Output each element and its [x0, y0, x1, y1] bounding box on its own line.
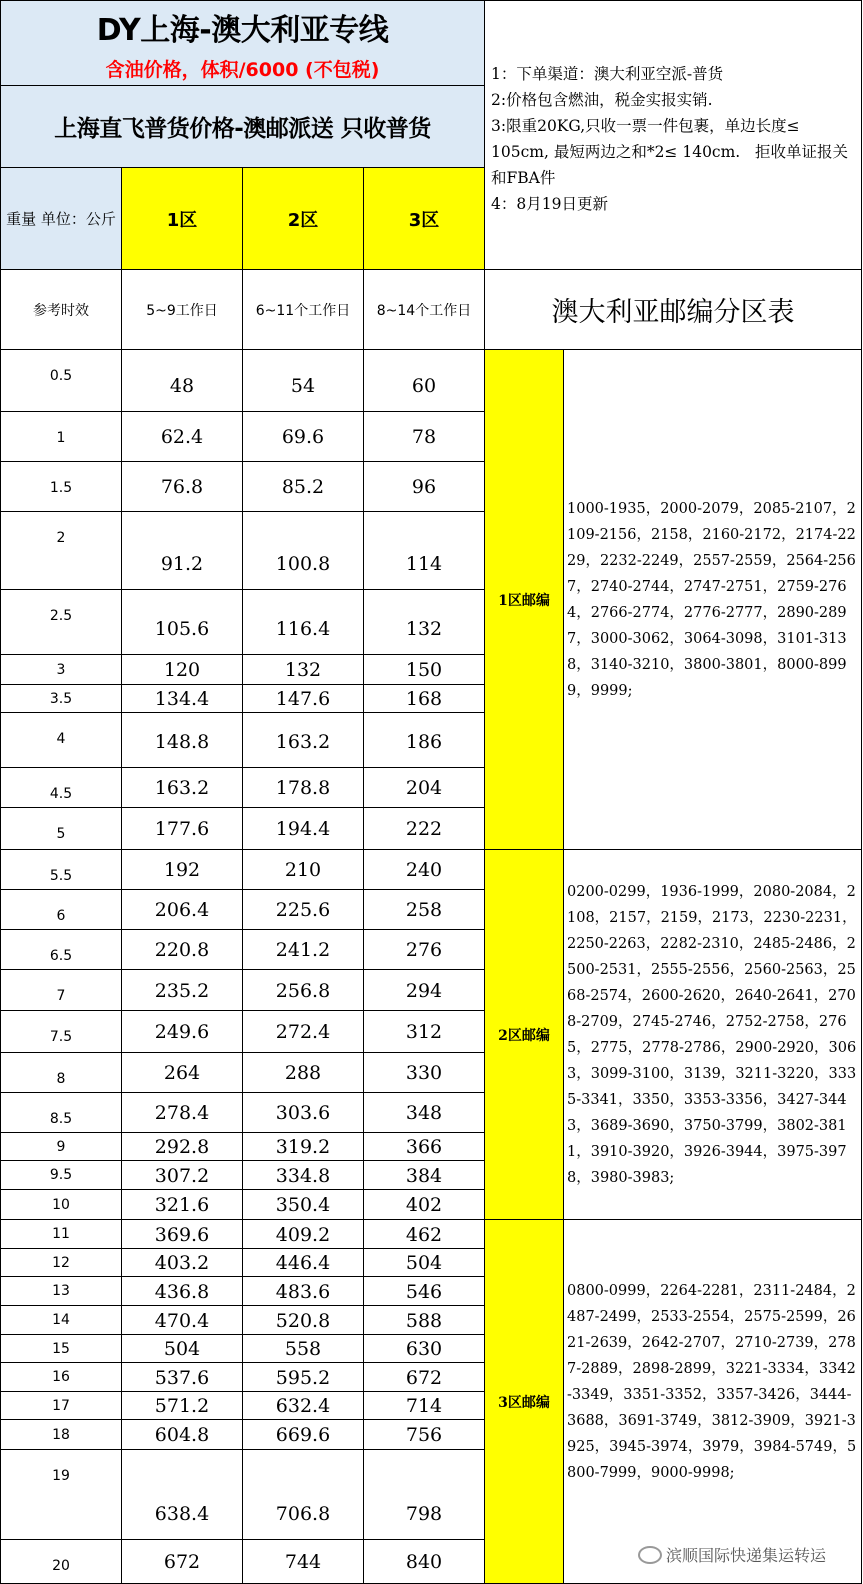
postcode-ranges: 1000-1935，2000-2079，2085-2107，2109-2156，2158，2160-2172，2174-2229，2232-2249，2557-2559，2564-2567，2740-2744，2747-2751，2759-2764，2766-2774，2776-2777，2890-2897，3000-3062，3064-3098，3101-3138，3140-3210，3800-3801，8000-8999，9999; — [567, 500, 856, 699]
weight-cell — [0, 1450, 122, 1540]
price-cell-zone-1 — [122, 1420, 243, 1450]
price-value: 369.6 — [154, 1223, 210, 1246]
price-value: 350.4 — [275, 1194, 331, 1216]
price-value: 446.4 — [275, 1252, 331, 1274]
price-value: 798 — [405, 1503, 443, 1525]
price-value: 292.8 — [154, 1136, 210, 1158]
weight-cell — [0, 1420, 122, 1450]
price-cell-zone-3 — [364, 930, 485, 970]
postcode-zone-3-codes — [564, 1220, 862, 1584]
price-cell-zone-2 — [243, 512, 364, 590]
weight-cell — [0, 768, 122, 808]
price-value: 330 — [405, 1062, 443, 1084]
price-cell-zone-3 — [364, 1450, 485, 1540]
unit-label: 重量 单位：公斤 — [6, 209, 116, 228]
price-value: 48 — [169, 375, 195, 397]
watermark-text: 滨顺国际快递集运转运 — [665, 1546, 826, 1565]
price-cell-zone-1 — [122, 412, 243, 462]
price-value: 163.2 — [154, 777, 210, 799]
price-value: 595.2 — [275, 1366, 331, 1389]
price-value: 177.6 — [154, 818, 210, 840]
price-value: 558 — [284, 1338, 322, 1360]
price-cell-zone-2 — [243, 350, 364, 412]
weight-value: 9 — [56, 1138, 66, 1155]
price-cell-zone-2 — [243, 808, 364, 850]
postcode-zone-2-codes — [564, 850, 862, 1220]
zone-header-label: 2区 — [287, 209, 319, 231]
price-cell-zone-1 — [122, 1249, 243, 1277]
transit-value: 8~14个工作日 — [376, 302, 472, 319]
transit-zone-1 — [122, 270, 243, 350]
price-cell-zone-3 — [364, 1306, 485, 1335]
postcode-zone-label: 2区邮编 — [498, 1027, 550, 1044]
price-value: 96 — [411, 476, 437, 498]
weight-value: 11 — [52, 1226, 70, 1242]
price-cell-zone-3 — [364, 890, 485, 930]
weight-cell — [0, 685, 122, 713]
weight-value: 16 — [52, 1369, 70, 1385]
price-value: 78 — [411, 426, 437, 448]
price-cell-zone-1 — [122, 713, 243, 768]
postcode-zone-1-codes — [564, 350, 862, 850]
price-cell-zone-3 — [364, 512, 485, 590]
zone-header-label: 3区 — [408, 209, 440, 231]
weight-value: 9.5 — [49, 1167, 73, 1183]
price-value: 258 — [405, 899, 443, 921]
transit-zone-3 — [364, 270, 485, 350]
price-cell-zone-1 — [122, 970, 243, 1011]
price-value: 186 — [405, 731, 443, 753]
weight-cell — [0, 462, 122, 512]
price-value: 319.2 — [275, 1136, 331, 1158]
price-cell-zone-3 — [364, 850, 485, 890]
price-cell-zone-2 — [243, 1249, 364, 1277]
price-cell-zone-3 — [364, 412, 485, 462]
price-cell-zone-3 — [364, 685, 485, 713]
weight-value: 4 — [56, 731, 66, 747]
price-value: 348 — [405, 1102, 443, 1124]
watermark — [638, 1543, 826, 1566]
transit-label: 参考时效 — [33, 302, 89, 319]
price-cell-zone-1 — [122, 1335, 243, 1363]
price-cell-zone-3 — [364, 1277, 485, 1306]
notes-cell — [485, 0, 862, 270]
price-cell-zone-3 — [364, 1420, 485, 1450]
weight-cell — [0, 350, 122, 412]
postcode-map-title-cell — [485, 270, 862, 350]
weight-cell — [0, 590, 122, 655]
price-cell-zone-2 — [243, 1133, 364, 1161]
price-cell-zone-1 — [122, 1053, 243, 1093]
price-cell-zone-1 — [122, 1093, 243, 1133]
zone-header-2 — [243, 168, 364, 270]
price-cell-zone-1 — [122, 1363, 243, 1392]
price-value: 204 — [405, 777, 443, 799]
price-value: 76.8 — [160, 476, 204, 498]
price-value: 222 — [405, 818, 443, 840]
weight-value: 19 — [52, 1468, 70, 1484]
weight-cell — [0, 1161, 122, 1190]
price-value: 132 — [284, 659, 322, 681]
price-cell-zone-3 — [364, 1093, 485, 1133]
price-value: 206.4 — [154, 899, 210, 921]
price-cell-zone-2 — [243, 1277, 364, 1306]
price-value: 470.4 — [154, 1309, 210, 1332]
price-cell-zone-2 — [243, 1053, 364, 1093]
price-value: 220.8 — [154, 939, 210, 961]
price-value: 714 — [405, 1395, 443, 1417]
zone-header-3 — [364, 168, 485, 270]
weight-value: 5 — [56, 826, 66, 842]
price-value: 85.2 — [281, 476, 325, 498]
price-value: 504 — [405, 1252, 443, 1274]
transit-value: 6~11个工作日 — [255, 302, 351, 319]
price-value: 632.4 — [275, 1395, 331, 1417]
price-value: 178.8 — [275, 777, 331, 799]
price-value: 272.4 — [275, 1021, 331, 1043]
price-value: 249.6 — [154, 1021, 210, 1043]
price-value: 294 — [405, 979, 443, 1002]
weight-cell — [0, 1053, 122, 1093]
weight-value: 1.5 — [49, 480, 73, 496]
price-cell-zone-3 — [364, 655, 485, 685]
weight-value: 10 — [52, 1196, 70, 1213]
price-value: 240 — [405, 859, 443, 881]
price-value: 256.8 — [275, 979, 331, 1002]
price-value: 744 — [284, 1551, 322, 1573]
weight-value: 8 — [56, 1071, 66, 1087]
price-cell-zone-2 — [243, 1450, 364, 1540]
price-value: 571.2 — [154, 1395, 210, 1417]
subtitle-cell — [0, 86, 485, 168]
weight-value: 1 — [56, 430, 66, 446]
price-value: 403.2 — [154, 1252, 210, 1274]
price-cell-zone-2 — [243, 1363, 364, 1392]
weight-cell — [0, 1093, 122, 1133]
price-value: 672 — [163, 1551, 201, 1573]
note-item: 4：8月19日更新 — [491, 195, 608, 213]
weight-cell — [0, 890, 122, 930]
price-value: 604.8 — [154, 1424, 210, 1446]
weight-cell — [0, 1011, 122, 1053]
price-cell-zone-3 — [364, 1011, 485, 1053]
price-cell-zone-3 — [364, 1363, 485, 1392]
price-value: 334.8 — [275, 1164, 331, 1187]
weight-value: 12 — [52, 1254, 70, 1271]
price-cell-zone-3 — [364, 808, 485, 850]
weight-value: 4.5 — [49, 786, 73, 802]
price-cell-zone-1 — [122, 685, 243, 713]
price-cell-zone-1 — [122, 890, 243, 930]
weight-cell — [0, 1392, 122, 1420]
price-value: 706.8 — [275, 1503, 331, 1525]
price-value: 264 — [163, 1062, 201, 1084]
title-cell — [0, 0, 485, 86]
price-value: 132 — [405, 618, 443, 640]
price-terms: 含油价格，体积/6000 (不包税) — [105, 58, 380, 81]
price-cell-zone-1 — [122, 1220, 243, 1249]
price-value: 384 — [405, 1164, 443, 1187]
zone-header-label: 1区 — [166, 209, 198, 231]
price-value: 638.4 — [154, 1503, 210, 1525]
note-item: 2:价格包含燃油，税金实报实销. — [491, 91, 713, 109]
price-value: 630 — [405, 1338, 443, 1360]
price-cell-zone-3 — [364, 1053, 485, 1093]
postcode-zone-3-label — [485, 1220, 564, 1584]
postcode-zone-2-label — [485, 850, 564, 1220]
postcode-zone-label: 1区邮编 — [498, 592, 550, 609]
price-cell-zone-3 — [364, 590, 485, 655]
price-cell-zone-1 — [122, 850, 243, 890]
price-cell-zone-3 — [364, 970, 485, 1011]
weight-cell — [0, 1133, 122, 1161]
price-cell-zone-1 — [122, 590, 243, 655]
weight-cell — [0, 1540, 122, 1584]
postcode-map-title: 澳大利亚邮编分区表 — [551, 297, 795, 328]
weight-value: 15 — [52, 1340, 70, 1357]
page-title: DY上海-澳大利亚专线 — [96, 12, 389, 48]
price-value: 163.2 — [275, 731, 331, 753]
price-value: 100.8 — [275, 553, 331, 575]
price-cell-zone-2 — [243, 930, 364, 970]
price-value: 116.4 — [275, 618, 331, 640]
price-cell-zone-3 — [364, 350, 485, 412]
price-value: 288 — [284, 1062, 322, 1084]
price-value: 60 — [411, 375, 437, 397]
weight-value: 17 — [52, 1397, 70, 1414]
price-value: 62.4 — [160, 426, 204, 448]
price-cell-zone-1 — [122, 1392, 243, 1420]
price-value: 235.2 — [154, 979, 210, 1002]
price-value: 194.4 — [275, 818, 331, 840]
price-value: 366 — [405, 1136, 443, 1158]
price-cell-zone-2 — [243, 590, 364, 655]
price-cell-zone-2 — [243, 713, 364, 768]
weight-cell — [0, 1220, 122, 1249]
price-value: 520.8 — [275, 1309, 331, 1332]
weight-cell — [0, 1335, 122, 1363]
price-value: 672 — [405, 1366, 443, 1389]
price-value: 276 — [405, 939, 443, 961]
price-cell-zone-1 — [122, 1540, 243, 1584]
transit-zone-2 — [243, 270, 364, 350]
price-cell-zone-1 — [122, 462, 243, 512]
note-item: 1：下单渠道：澳大利亚空派-普货 — [491, 65, 724, 83]
price-value: 756 — [405, 1424, 443, 1446]
price-cell-zone-1 — [122, 512, 243, 590]
price-cell-zone-2 — [243, 850, 364, 890]
price-value: 210 — [284, 859, 322, 881]
weight-value: 20 — [52, 1558, 70, 1574]
unit-label-cell — [0, 168, 122, 270]
price-cell-zone-2 — [243, 462, 364, 512]
notes-list — [491, 61, 857, 217]
postcode-ranges: 0800-0999，2264-2281，2311-2484，2487-2499，2533-2554，2575-2599，2621-2639，2642-2707，2710-2739，2787-2889，2898-2899，3221-3334，3342-3349，3351-3352，3357-3426，3444-3688，3691-3749，3812-3909，3921-3925，3945-3974，3979，3984-5749，5800-7999，9000-9998; — [567, 1282, 857, 1481]
weight-cell — [0, 1363, 122, 1392]
price-value: 483.6 — [275, 1280, 331, 1303]
price-value: 840 — [405, 1551, 443, 1573]
price-cell-zone-3 — [364, 1190, 485, 1220]
price-cell-zone-2 — [243, 412, 364, 462]
price-value: 409.2 — [275, 1223, 331, 1246]
weight-value: 8.5 — [49, 1111, 73, 1127]
weight-cell — [0, 930, 122, 970]
weight-value: 18 — [52, 1426, 70, 1443]
weight-cell — [0, 412, 122, 462]
price-cell-zone-3 — [364, 1335, 485, 1363]
price-value: 436.8 — [154, 1280, 210, 1303]
weight-value: 2.5 — [49, 608, 73, 624]
price-cell-zone-2 — [243, 890, 364, 930]
price-cell-zone-3 — [364, 462, 485, 512]
weight-cell — [0, 655, 122, 685]
price-value: 312 — [405, 1021, 443, 1043]
weight-cell — [0, 713, 122, 768]
price-value: 69.6 — [281, 426, 325, 448]
price-cell-zone-1 — [122, 1190, 243, 1220]
price-cell-zone-1 — [122, 350, 243, 412]
price-value: 147.6 — [275, 688, 331, 710]
price-value: 150 — [405, 659, 443, 681]
weight-cell — [0, 1306, 122, 1335]
price-cell-zone-1 — [122, 1450, 243, 1540]
weight-value: 6.5 — [49, 948, 73, 964]
price-cell-zone-2 — [243, 1335, 364, 1363]
price-cell-zone-2 — [243, 1420, 364, 1450]
price-cell-zone-2 — [243, 685, 364, 713]
postcode-ranges: 0200-0299，1936-1999，2080-2084，2108，2157，2159，2173，2230-2231，2250-2263，2282-2310，2485-2486，2500-2531，2555-2556，2560-2563，2568-2574，2600-2620，2640-2641，2708-2709，2745-2746，2752-2758，2765，2775，2778-2786，2900-2920，3063，3099-3100，3139，3211-3220，3335-3341，3350，3353-3356，3427-3443，3689-3690，3750-3799，3802-3811，3910-3920，3926-3944，3975-3978，3980-3983; — [567, 883, 857, 1186]
weight-value: 3.5 — [49, 690, 73, 707]
weight-value: 5.5 — [49, 868, 73, 884]
price-value: 54 — [290, 375, 316, 397]
weight-value: 13 — [52, 1283, 70, 1299]
price-cell-zone-1 — [122, 1277, 243, 1306]
price-value: 504 — [163, 1338, 201, 1360]
price-cell-zone-2 — [243, 1540, 364, 1584]
price-value: 402 — [405, 1194, 443, 1216]
price-value: 114 — [405, 553, 443, 575]
price-value: 588 — [405, 1309, 443, 1332]
price-value: 192 — [163, 859, 201, 881]
price-value: 307.2 — [154, 1164, 210, 1187]
price-value: 462 — [405, 1223, 443, 1246]
price-value: 321.6 — [154, 1194, 210, 1216]
price-value: 225.6 — [275, 899, 331, 921]
price-cell-zone-2 — [243, 1392, 364, 1420]
price-cell-zone-2 — [243, 1161, 364, 1190]
price-cell-zone-2 — [243, 1093, 364, 1133]
price-cell-zone-2 — [243, 655, 364, 685]
price-value: 278.4 — [154, 1102, 210, 1124]
weight-cell — [0, 1190, 122, 1220]
price-cell-zone-2 — [243, 970, 364, 1011]
weight-value: 3 — [56, 661, 66, 678]
price-value: 148.8 — [154, 731, 210, 753]
price-cell-zone-1 — [122, 768, 243, 808]
price-cell-zone-1 — [122, 1011, 243, 1053]
wechat-icon — [638, 1546, 662, 1564]
zone-header-1 — [122, 168, 243, 270]
price-cell-zone-3 — [364, 1392, 485, 1420]
price-value: 241.2 — [275, 939, 331, 961]
price-cell-zone-1 — [122, 1133, 243, 1161]
price-cell-zone-2 — [243, 1011, 364, 1053]
weight-cell — [0, 1249, 122, 1277]
price-value: 120 — [163, 659, 201, 681]
weight-value: 7 — [56, 988, 66, 1004]
transit-value: 5~9工作日 — [146, 302, 218, 319]
price-cell-zone-1 — [122, 930, 243, 970]
weight-cell — [0, 850, 122, 890]
price-value: 91.2 — [160, 553, 204, 575]
price-cell-zone-1 — [122, 655, 243, 685]
weight-cell — [0, 1277, 122, 1306]
price-cell-zone-3 — [364, 768, 485, 808]
price-value: 537.6 — [154, 1366, 210, 1389]
weight-value: 14 — [52, 1312, 70, 1328]
price-cell-zone-3 — [364, 713, 485, 768]
postcode-zone-1-label — [485, 350, 564, 850]
price-cell-zone-3 — [364, 1161, 485, 1190]
price-value: 168 — [405, 688, 443, 710]
price-cell-zone-1 — [122, 1161, 243, 1190]
price-cell-zone-2 — [243, 1306, 364, 1335]
price-value: 105.6 — [154, 618, 210, 640]
weight-value: 7.5 — [49, 1029, 73, 1045]
postcode-zone-label: 3区邮编 — [498, 1394, 550, 1411]
price-cell-zone-1 — [122, 1306, 243, 1335]
weight-cell — [0, 970, 122, 1011]
price-cell-zone-3 — [364, 1133, 485, 1161]
price-value: 303.6 — [275, 1102, 331, 1124]
price-cell-zone-3 — [364, 1249, 485, 1277]
note-item: 3:限重20KG,只收一票一件包裹，单边长度≤ 105cm, 最短两边之和*2≤ 140cm. 拒收单证报关和FBA件 — [491, 117, 849, 187]
price-cell-zone-1 — [122, 808, 243, 850]
weight-value: 6 — [56, 908, 66, 924]
weight-cell — [0, 808, 122, 850]
service-subtitle: 上海直飞普货价格-澳邮派送 只收普货 — [54, 116, 431, 142]
price-value: 546 — [405, 1280, 443, 1303]
price-cell-zone-3 — [364, 1540, 485, 1584]
price-cell-zone-2 — [243, 1220, 364, 1249]
price-value: 669.6 — [275, 1424, 331, 1446]
price-cell-zone-2 — [243, 768, 364, 808]
price-cell-zone-2 — [243, 1190, 364, 1220]
weight-value: 2 — [56, 530, 66, 546]
transit-label-cell — [0, 270, 122, 350]
weight-cell — [0, 512, 122, 590]
price-value: 134.4 — [154, 688, 210, 710]
weight-value: 0.5 — [49, 368, 73, 384]
price-cell-zone-3 — [364, 1220, 485, 1249]
